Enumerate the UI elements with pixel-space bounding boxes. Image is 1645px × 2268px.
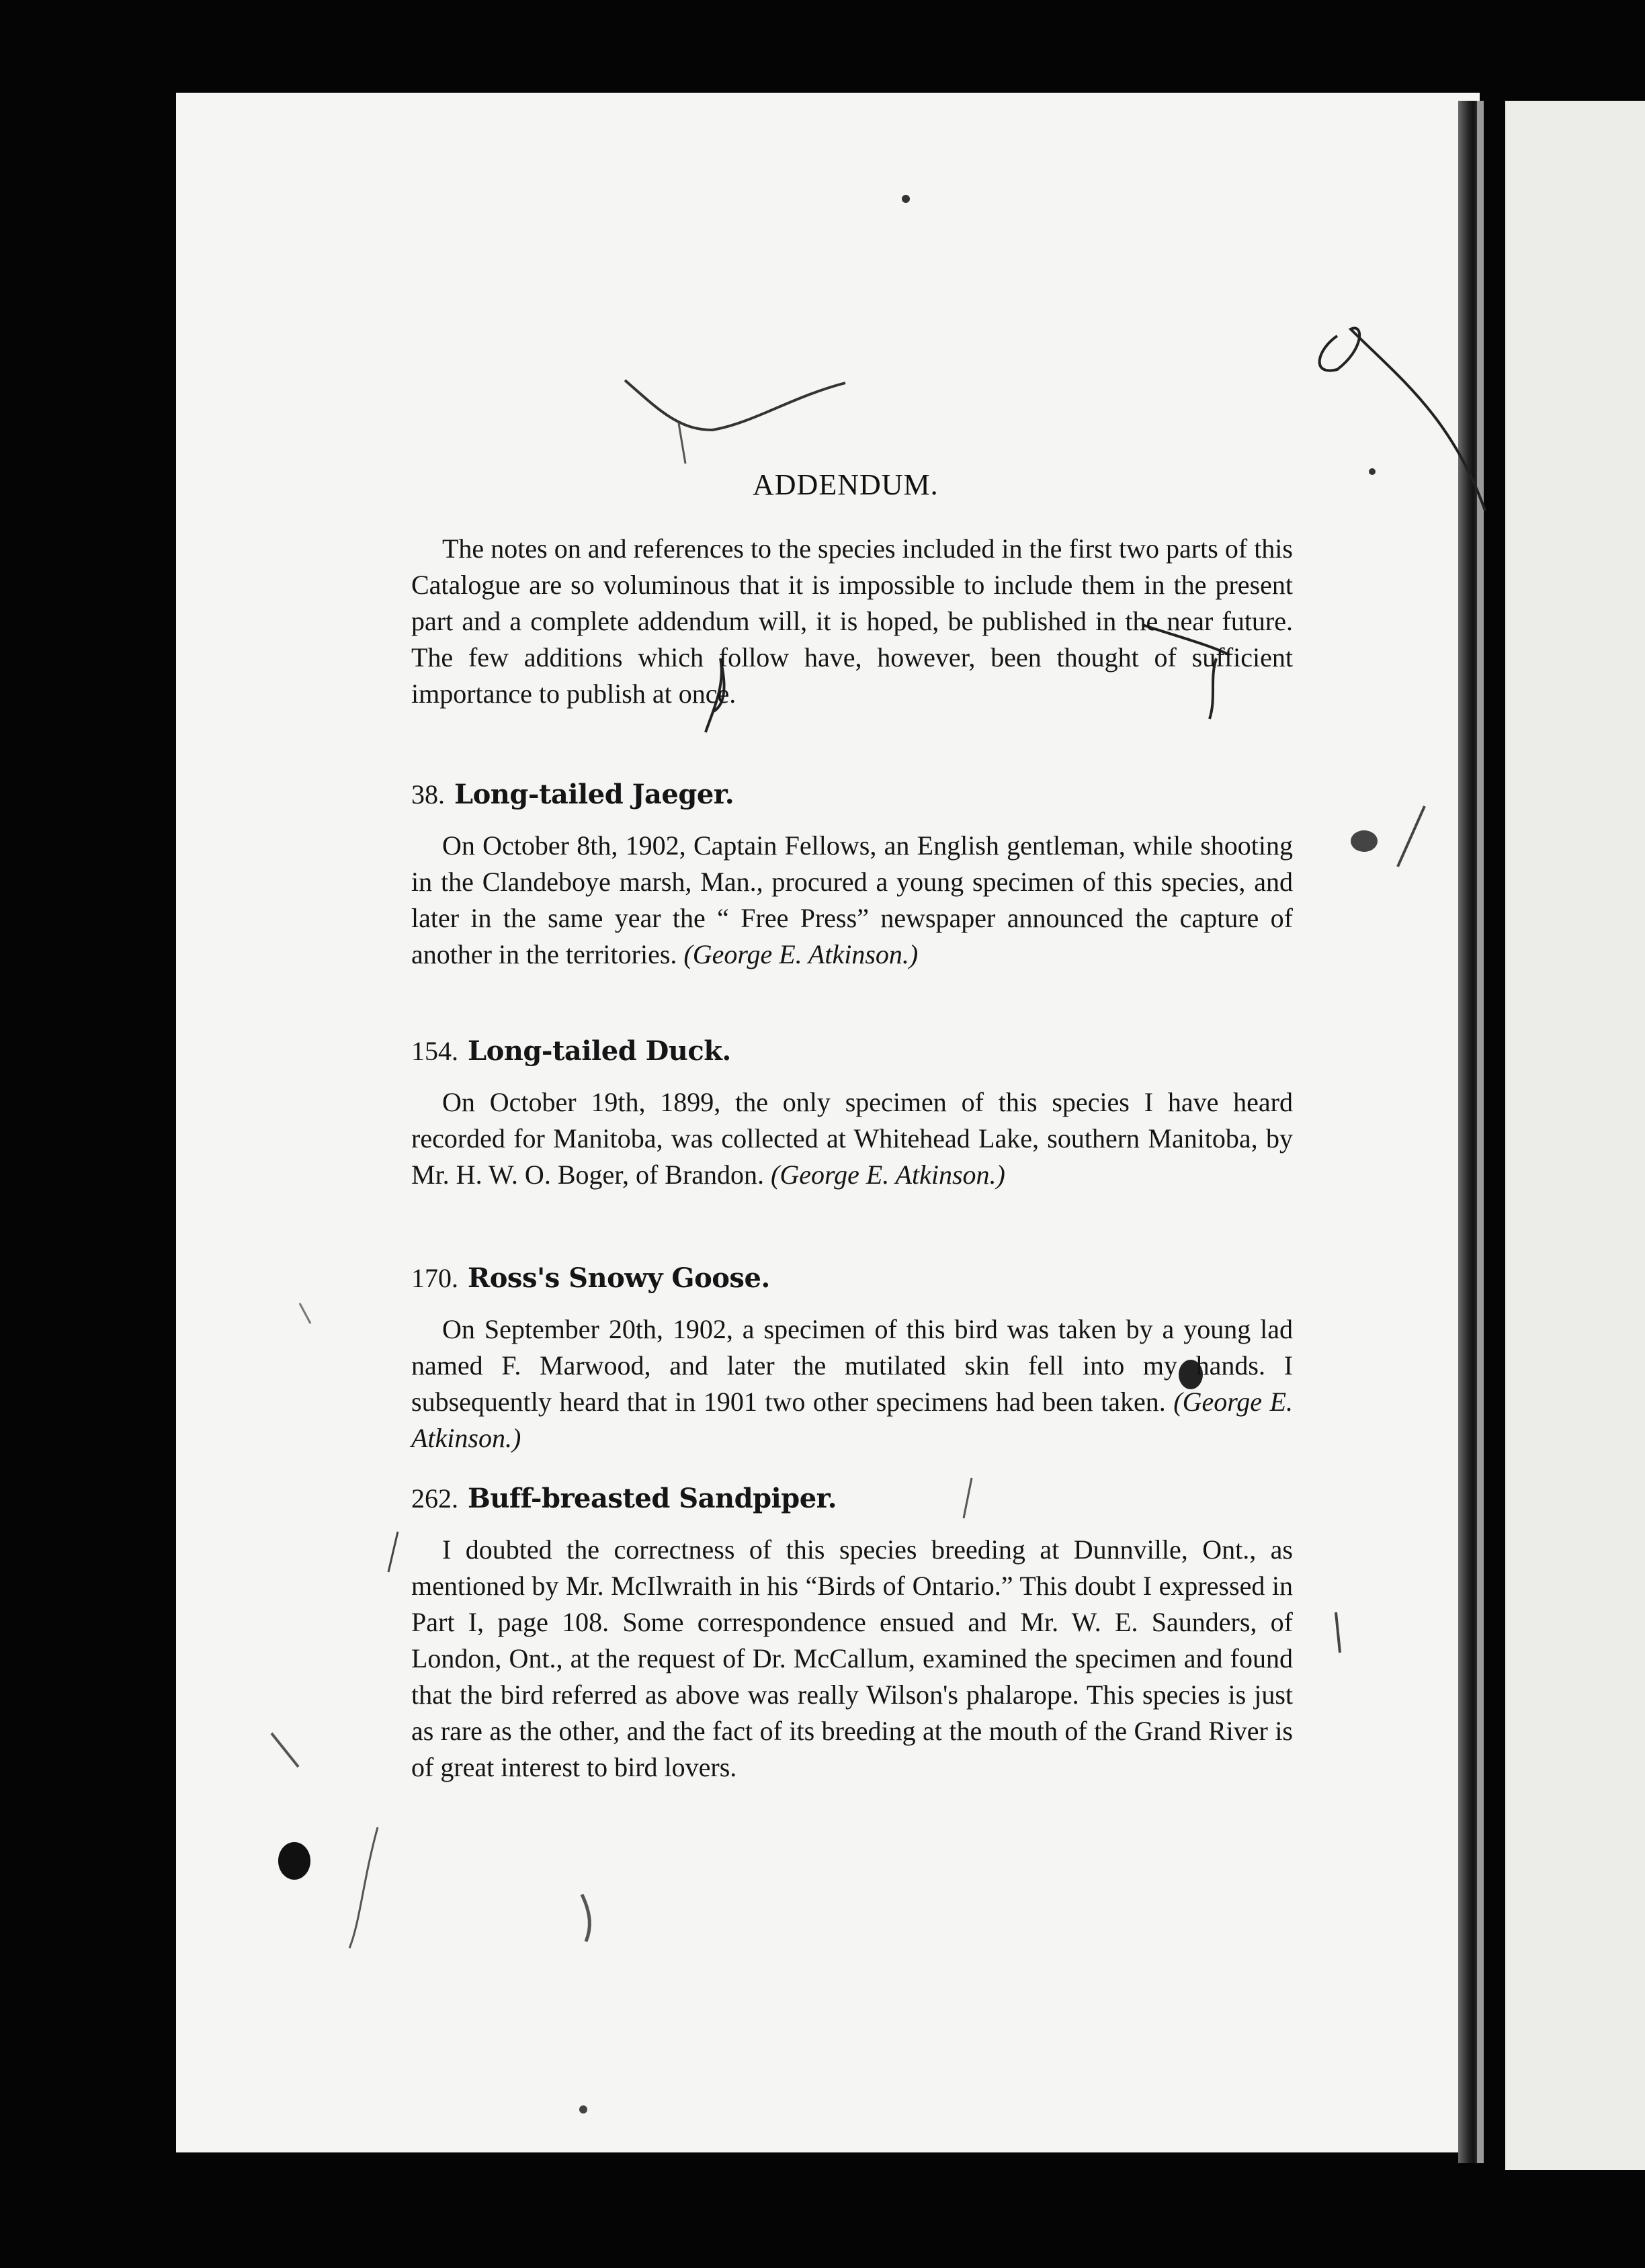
entry-citation: (George E. Atkinson.) [683,939,919,969]
entry-citation: (George E. Atkinson.) [771,1160,1005,1190]
entry-number: 38. [411,779,445,810]
entry-text [411,1084,1293,1193]
entry-number: 170. [411,1263,458,1293]
entry-text [411,828,1293,973]
entry-name: Long-tailed Jaeger. [454,779,734,810]
entry-38 [411,777,1293,973]
intro-block [411,531,1293,712]
entry-name: Ross's Snowy Goose. [468,1262,770,1294]
entry-text [411,1532,1293,1786]
entry-number: 154. [411,1036,458,1066]
entry-262 [411,1481,1293,1786]
entry-body: On September 20th, 1902, a specimen of this bird was taken by a young lad named F. Marwood, and later the mutilated skin fell into my hands. I subsequently heard that in 1901 two other specimens had been taken. [411,1314,1293,1417]
entry-number: 262. [411,1483,458,1514]
entry-heading [411,1033,1293,1070]
entry-heading [411,1481,1293,1517]
entry-name: Long-tailed Duck. [468,1035,731,1067]
entry-154 [411,1033,1293,1193]
entry-heading [411,777,1293,813]
entry-body: I doubted the correctness of this species breeding at Dunnville, Ont., as mentioned by Mr. McIlwraith in his “Birds of Ontario.” This doubt I expressed in Part I, page 108. Some correspondence ensued and Mr. W. E. Saunders, of London, Ont., at the request of Dr. McCallum, examined the specimen and found that the bird referred as above was really Wilson's phalarope. This species is just as rare as the other, and the fact of its breeding at the mouth of the Grand River is of great interest to bird lovers. [411,1534,1293,1782]
entry-citation: (George E. Atkinson.) [411,1387,1294,1453]
entry-170 [411,1260,1293,1456]
intro-paragraph: The notes on and references to the species included in the first two parts of this Catalogue are so voluminous that it is impossible to include them in the present part and a complete addendum will, it is hoped, be published in the near future. The few additions which follow have, however, been thought of sufficient importance to publish at once. [411,533,1293,709]
entry-name: Buff-breasted Sandpiper. [468,1483,837,1514]
entry-heading [411,1260,1293,1297]
entry-body: On October 8th, 1902, Captain Fellows, an English gentleman, while shooting in the Clandeboye marsh, Man., procured a young specimen of this species, and later in the same year the “ Free Press” newspaper announced the capture of another in the territories. [411,830,1293,969]
page-title: ADDENDUM. [753,468,939,501]
entry-text [411,1311,1293,1456]
entry-body: On October 19th, 1899, the only specimen of this species I have heard recorded for Manitoba, was collected at Whitehead Lake, southern Manitoba, by Mr. H. W. O. Boger, of Brandon. [411,1087,1293,1190]
